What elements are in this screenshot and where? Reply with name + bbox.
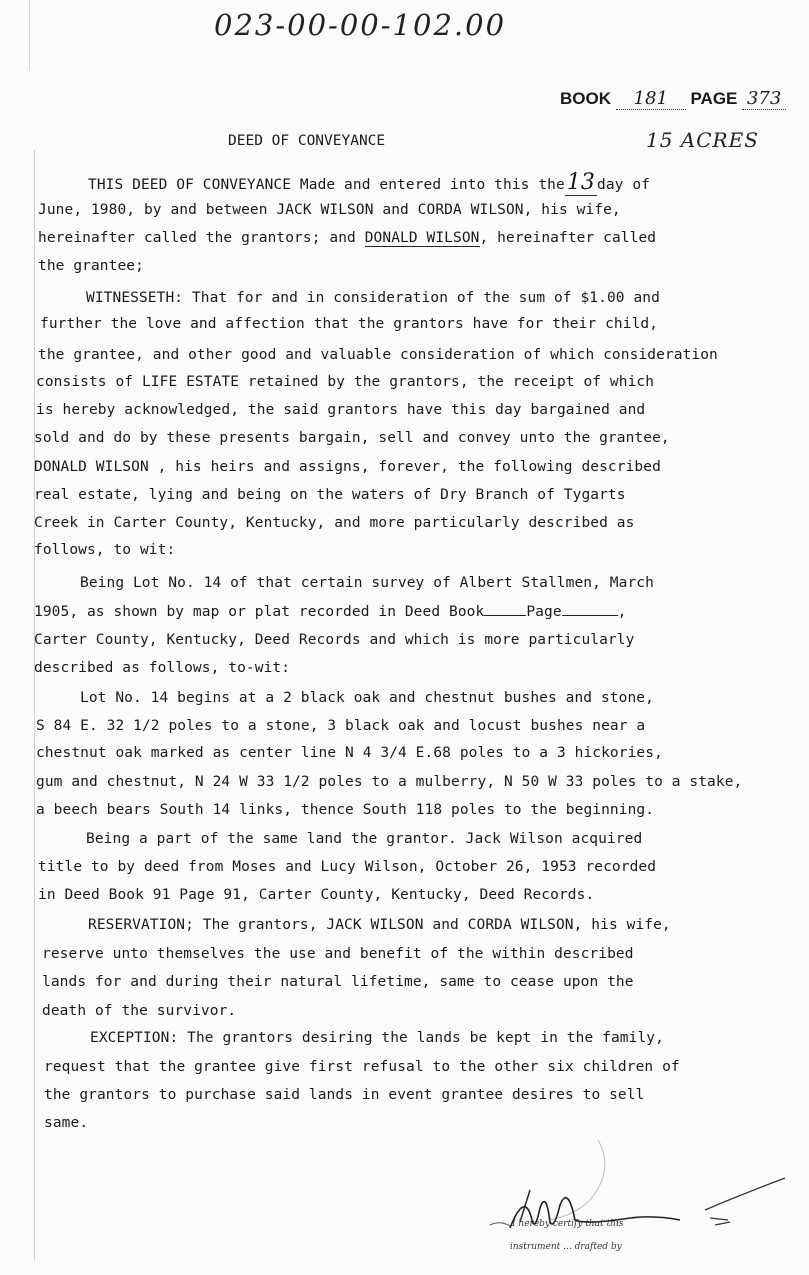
page-label: PAGE <box>690 89 738 108</box>
para6-line: death of the survivor. <box>42 1003 237 1019</box>
para1-line3 <box>38 230 656 246</box>
stamp-text-2: instrument ... drafted by <box>510 1242 622 1252</box>
para2-line: WITNESSETH: That for and in consideration of the sum of $1.00 and <box>86 290 660 306</box>
margin-rule-top <box>29 0 30 70</box>
day-handwritten: 13 <box>566 170 596 195</box>
acres-note: 15 ACRES <box>646 128 759 152</box>
parcel-number: 023-00-00-102.00 <box>214 8 507 42</box>
para2-line: real estate, lying and being on the waters of Dry Branch of Tygarts <box>34 487 626 503</box>
para5-line: in Deed Book 91 Page 91, Carter County, Kentucky, Deed Records. <box>38 887 595 903</box>
para2-line: the grantee, and other good and valuable consideration of which consideration <box>38 347 718 363</box>
para7-line: request that the grantee give first refusal to the other six children of <box>44 1059 680 1075</box>
para1-line4: the grantee; <box>38 258 144 274</box>
para1-text: hereinafter called the grantors; and <box>38 230 356 246</box>
para1-line2: June, 1980, by and between JACK WILSON and CORDA WILSON, his wife, <box>38 202 621 218</box>
para3-line3: Carter County, Kentucky, Deed Records and which is more particularly <box>34 632 635 648</box>
para1-text: THIS DEED OF CONVEYANCE Made and entered into this the <box>88 177 565 193</box>
para2-line: Creek in Carter County, Kentucky, and more particularly described as <box>34 515 635 531</box>
para2-line: follows, to wit: <box>34 542 176 558</box>
para2-line: further the love and affection that the grantors have for their child, <box>40 316 659 332</box>
stamp-text-1: I hereby certify that this <box>512 1219 624 1229</box>
para3-line4: described as follows, to-wit: <box>34 660 291 676</box>
para4-line: gum and chestnut, N 24 W 33 1/2 poles to a mulberry, N 50 W 33 poles to a stake, <box>36 774 743 790</box>
para5-line: title to by deed from Moses and Lucy Wilson, October 26, 1953 recorded <box>38 859 657 875</box>
margin-rule <box>34 150 35 1260</box>
para3-text: Page <box>526 604 562 620</box>
para4-line: Lot No. 14 begins at a 2 black oak and chestnut bushes and stone, <box>80 690 654 706</box>
page-number: 373 <box>742 88 786 110</box>
para2-line: consists of LIFE ESTATE retained by the grantors, the receipt of which <box>36 374 655 390</box>
para5-line: Being a part of the same land the grantor. Jack Wilson acquired <box>86 831 643 847</box>
para3-text: , <box>617 604 627 620</box>
para6-line: RESERVATION; The grantors, JACK WILSON and CORDA WILSON, his wife, <box>88 917 671 933</box>
book-page-reference <box>560 88 786 110</box>
para1-text: day of <box>597 177 650 193</box>
page-blank <box>562 615 618 616</box>
para1-line1 <box>88 170 650 195</box>
book-number: 181 <box>616 88 686 110</box>
para1-text: , hereinafter called <box>479 230 657 246</box>
para6-line: lands for and during their natural lifetime, same to cease upon the <box>42 974 634 990</box>
grantee-name: DONALD WILSON <box>364 230 480 246</box>
deed-book-blank <box>484 615 526 616</box>
signature-stamp <box>480 1130 800 1275</box>
para3-text: 1905, as shown by map or plat recorded in Deed Book <box>34 604 485 620</box>
para4-line: S 84 E. 32 1/2 poles to a stone, 3 black oak and locust bushes near a <box>36 718 646 734</box>
para7-line: same. <box>44 1115 89 1131</box>
book-label: BOOK <box>560 89 611 108</box>
document-title: DEED OF CONVEYANCE <box>228 133 386 149</box>
para3-line1: Being Lot No. 14 of that certain survey of Albert Stallmen, March <box>80 575 654 591</box>
para4-line: chestnut oak marked as center line N 4 3/4 E.68 poles to a 3 hickories, <box>36 745 663 761</box>
para4-line: a beech bears South 14 links, thence South 118 poles to the beginning. <box>36 802 655 818</box>
para2-line: sold and do by these presents bargain, sell and convey unto the grantee, <box>34 430 670 446</box>
para6-line: reserve unto themselves the use and benefit of the within described <box>42 946 634 962</box>
para3-line2 <box>34 604 627 620</box>
para2-line: is hereby acknowledged, the said grantors have this day bargained and <box>36 402 646 418</box>
para2-line: DONALD WILSON , his heirs and assigns, forever, the following described <box>34 459 661 475</box>
para7-line: EXCEPTION: The grantors desiring the lands be kept in the family, <box>90 1030 664 1046</box>
para7-line: the grantors to purchase said lands in event grantee desires to sell <box>44 1087 645 1103</box>
